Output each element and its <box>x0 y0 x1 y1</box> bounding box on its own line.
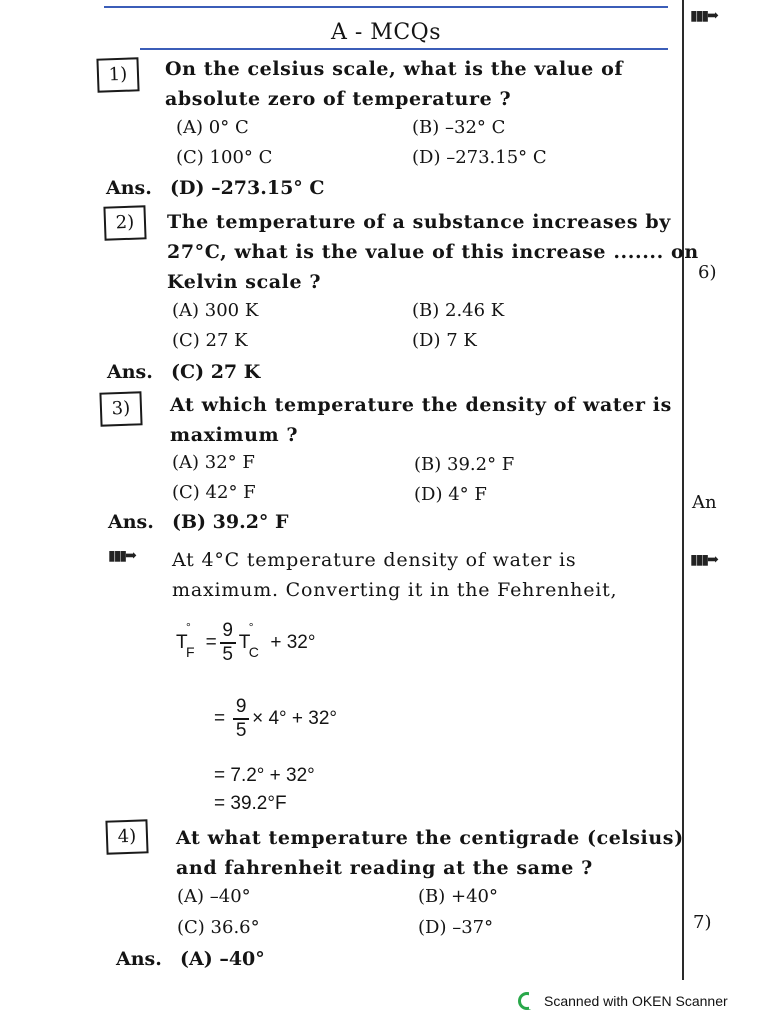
calculation-step-1 <box>214 696 337 742</box>
option-b: (B) 2.46 K <box>412 300 505 321</box>
answer-value: (C) 27 K <box>171 361 261 383</box>
bullet-arrow-icon: ▮▮▮➡ <box>690 8 717 24</box>
question-line: 27°C, what is the value of this increase ....... on <box>167 241 699 263</box>
margin-number-7: 7) <box>693 912 712 933</box>
option-a: (A) 32° F <box>172 452 255 473</box>
option-a: (A) –40° <box>177 886 251 907</box>
option-a: (A) 0° C <box>176 117 249 138</box>
option-b: (B) –32° C <box>412 117 506 138</box>
question-number: 4) <box>105 819 148 854</box>
title-underline <box>140 48 668 50</box>
option-a: (A) 300 K <box>172 300 259 321</box>
conversion-formula <box>176 620 315 666</box>
option-c: (C) 100° C <box>176 147 273 168</box>
question-line: On the celsius scale, what is the value of <box>165 58 624 80</box>
formula-tail: + 32° <box>270 631 316 653</box>
answer-value: (D) –273.15° C <box>170 177 325 199</box>
symbol-tf: T ° F <box>176 619 195 660</box>
option-b: (B) 39.2° F <box>414 454 515 475</box>
option-c: (C) 42° F <box>172 482 256 503</box>
equals-sign: = <box>205 631 217 653</box>
question-line: maximum ? <box>170 424 299 446</box>
option-c: (C) 27 K <box>172 330 248 351</box>
section-title: A - MCQs <box>331 20 441 45</box>
bullet-arrow-icon: ▮▮▮➡ <box>108 548 135 564</box>
step-tail: × 4° + 32° <box>252 707 338 729</box>
explanation-line: At 4°C temperature density of water is <box>172 549 577 571</box>
question-line: At what temperature the centigrade (celsius) <box>176 827 684 849</box>
bullet-arrow-icon: ▮▮▮➡ <box>690 552 717 568</box>
question-text <box>165 54 623 114</box>
option-d: (D) –273.15° C <box>412 147 547 168</box>
question-number: 3) <box>99 391 142 426</box>
option-d: (D) 4° F <box>414 484 487 505</box>
answer-line <box>107 361 260 383</box>
question-text <box>176 823 684 883</box>
answer-label: Ans. <box>108 511 154 533</box>
option-c: (C) 36.6° <box>177 917 260 938</box>
question-line: and fahrenheit reading at the same ? <box>176 857 593 879</box>
answer-label: Ans. <box>107 361 153 383</box>
question-line: The temperature of a substance increases by <box>167 211 671 233</box>
answer-line <box>108 511 289 533</box>
question-line: At which temperature the density of water is <box>170 394 672 416</box>
option-d: (D) –37° <box>418 917 494 938</box>
symbol-tc: T ° C <box>238 619 259 660</box>
equals-sign: = <box>214 707 226 729</box>
answer-line <box>116 948 265 970</box>
answer-label: Ans. <box>106 177 152 199</box>
answer-value: (B) 39.2° F <box>172 511 289 533</box>
scanner-watermark <box>518 992 728 1010</box>
answer-label: Ans. <box>116 948 162 970</box>
question-line: Kelvin scale ? <box>167 271 322 293</box>
question-number: 2) <box>103 205 146 240</box>
question-number: 1) <box>96 57 139 92</box>
top-rule <box>104 6 668 8</box>
calculation-step-2: = 7.2° + 32° <box>214 765 315 786</box>
question-line: absolute zero of temperature ? <box>165 88 512 110</box>
option-b: (B) +40° <box>418 886 498 907</box>
answer-line <box>106 177 325 199</box>
margin-text-an: An <box>692 492 717 513</box>
question-text <box>167 207 699 297</box>
answer-value: (A) –40° <box>180 948 265 970</box>
margin-number-6: 6) <box>698 262 717 283</box>
explanation-text <box>172 545 617 605</box>
option-d: (D) 7 K <box>412 330 477 351</box>
scanner-text: Scanned with OKEN Scanner <box>544 993 728 1009</box>
explanation-line: maximum. Converting it in the Fehrenheit, <box>172 579 618 601</box>
fraction: $\frac{9}{5}$ <box>233 696 249 742</box>
fraction: $\frac{9}{5}$ <box>220 620 236 666</box>
scanner-logo-icon <box>518 992 536 1010</box>
question-text <box>170 390 672 450</box>
calculation-step-3: = 39.2°F <box>214 793 287 814</box>
